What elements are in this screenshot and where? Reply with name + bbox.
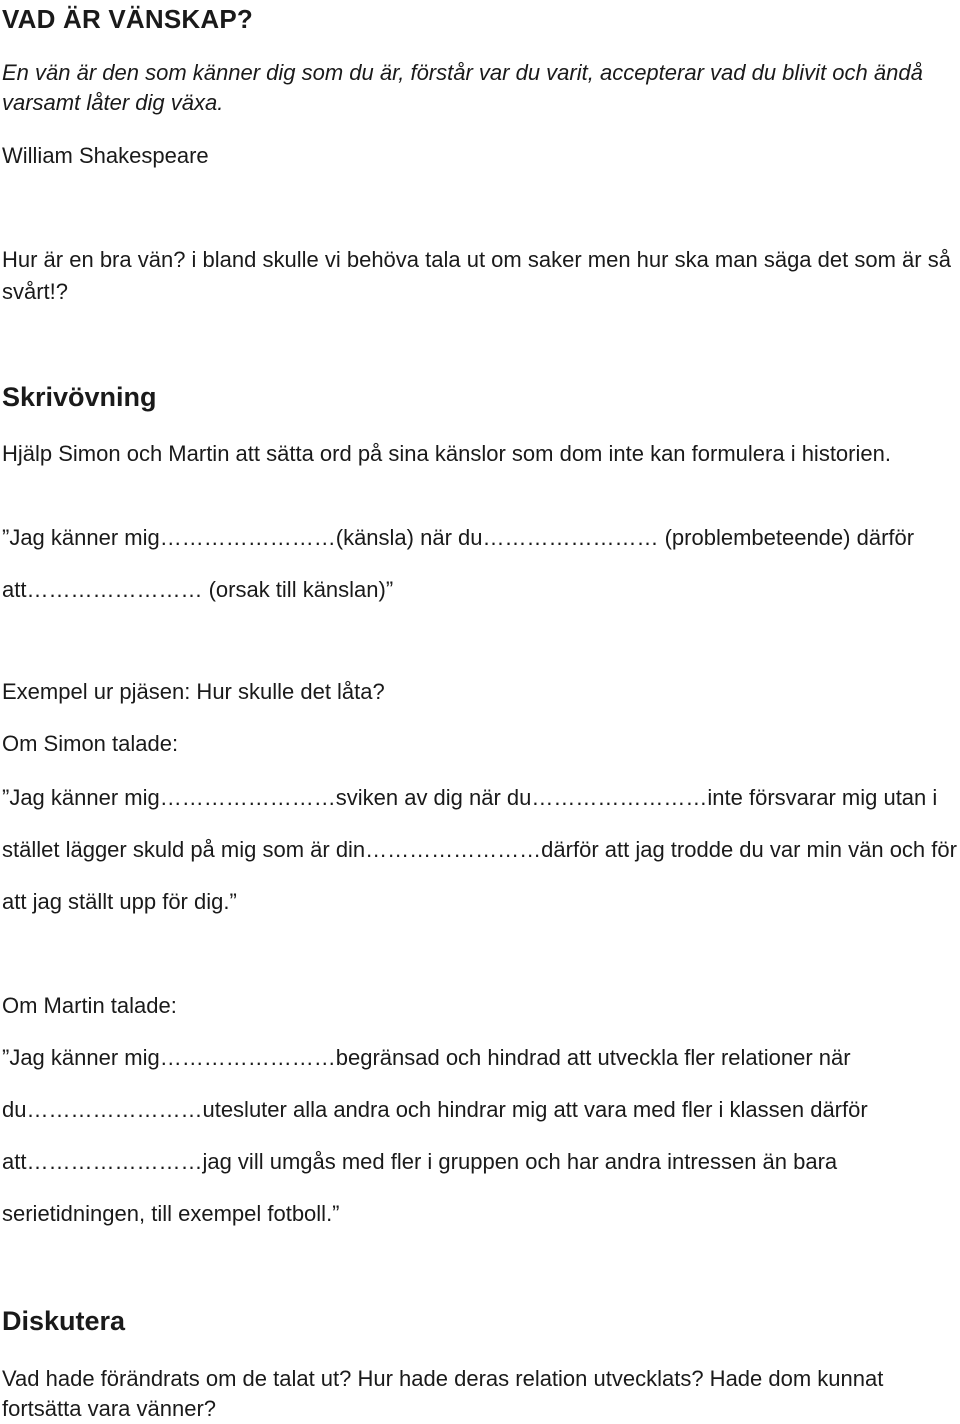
exercise-heading: Skrivövning [2, 382, 157, 412]
simon-example-text: ”Jag känner mig……………………sviken av dig när du……………………inte försvarar mig utan i stället lägger skuld på mig som är din……………………därför att jag trodde du var min vän och för att jag ställt upp för dig.” [2, 785, 957, 914]
discuss-heading: Diskutera [2, 1306, 126, 1336]
discuss-text: Vad hade förändrats om de talat ut? Hur hade deras relation utvecklats? Hade dom kunnat fortsätta vara vänner? [2, 1366, 884, 1421]
page-title: VAD ÄR VÄNSKAP? [2, 4, 253, 34]
exercise-instruction: Hjälp Simon och Martin att sätta ord på sina känslor som dom inte kan formulera i historien. [2, 441, 891, 466]
quote-author: William Shakespeare [2, 143, 209, 168]
simon-label: Om Simon talade: [2, 731, 179, 756]
martin-label: Om Martin talade: [2, 993, 177, 1018]
example-heading: Exempel ur pjäsen: Hur skulle det låta? [2, 679, 385, 704]
shakespeare-quote: En vän är den som känner dig som du är, förstår var du varit, accepterar vad du blivit och ändå varsamt låter dig växa. [2, 60, 923, 115]
martin-example-text: ”Jag känner mig……………………begränsad och hindrad att utveckla fler relationer när du……………………utesluter alla andra och hindrar mig att vara med fler i klassen därför att……………………jag vill umgås med fler i gruppen och har andra intressen än bara serietidningen, till exempel fotboll.” [2, 1045, 868, 1226]
intro-paragraph: Hur är en bra vän? i bland skulle vi behöva tala ut om saker men hur ska man säga det som är så svårt!? [2, 247, 951, 304]
sentence-template: ”Jag känner mig……………………(känsla) när du…………………… (problembeteende) därför att…………………… (orsak till känslan)” [2, 525, 915, 602]
